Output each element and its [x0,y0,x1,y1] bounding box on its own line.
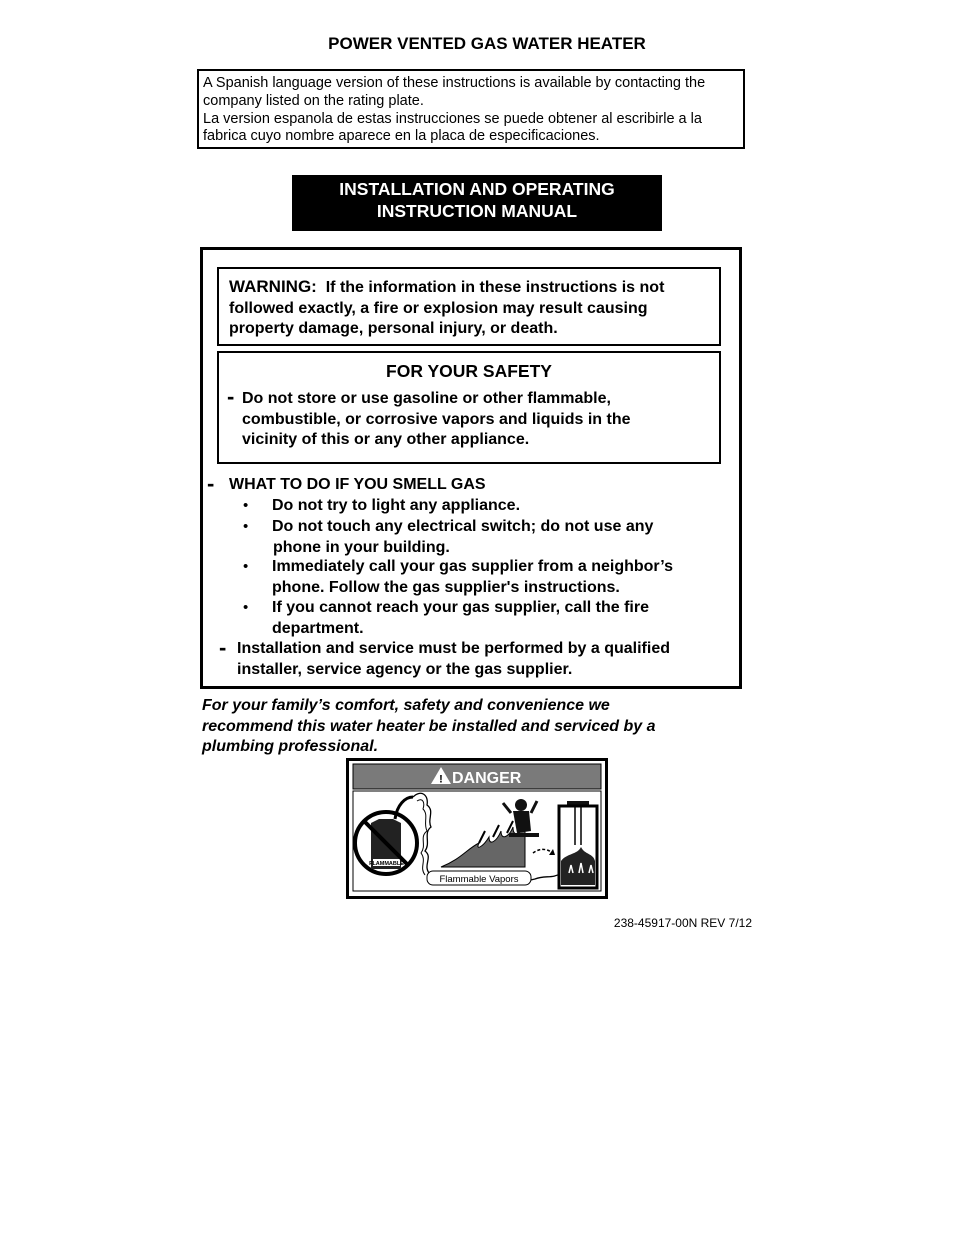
bullet-line: department. [272,619,364,637]
bullet-marker: • [243,518,249,535]
language-notice-line: company listed on the rating plate. [203,92,424,109]
warning-text-line: followed exactly, a fire or explosion may result causing [229,299,648,317]
safety-text-line: Do not store or use gasoline or other flammable, [242,390,611,407]
smell-gas-bullet [272,517,722,558]
installation-note [237,639,727,680]
bullet-marker: • [243,599,249,616]
danger-header-text: DANGER [452,770,522,787]
bullet-line: phone in your building. [273,538,450,556]
smell-gas-bullet [272,598,722,639]
for-your-safety-box [217,351,721,464]
installation-note-line: installer, service agency or the gas supplier. [237,660,573,678]
bullet-line: Immediately call your gas supplier from a neighbor’s [272,558,673,575]
dash-marker: - [219,635,227,660]
language-notice-line: La version espanola de estas instrucciones se puede obtener al escribirle a la [203,110,702,127]
safety-text [242,389,712,451]
manual-title-banner [292,175,662,231]
warning-text-line: property damage, personal injury, or death. [229,320,558,337]
bullet-line: If you cannot reach your gas supplier, call the fire [272,599,649,616]
warning-symbol: ! [439,773,443,786]
manual-title-line: INSTALLATION AND OPERATING [339,179,615,199]
bullet-marker: • [243,497,249,514]
family-recommendation-line: For your family’s comfort, safety and convenience we [202,697,610,714]
document-title: POWER VENTED GAS WATER HEATER [328,34,646,53]
manual-title-line: INSTRUCTION MANUAL [376,201,578,221]
language-notice-box [197,69,745,149]
family-recommendation [202,696,742,758]
water-heater-icon [559,801,597,888]
family-recommendation-line: plumbing professional. [202,738,379,755]
language-notice-line: A Spanish language version of these instructions is available by contacting the [203,75,706,91]
bullet-line: Do not touch any electrical switch; do not use any [272,518,654,535]
warning-label: WARNING: [229,277,317,296]
smell-gas-bullet [272,496,722,517]
flammable-can-label: FLAMMABLE [369,861,404,867]
safety-title: FOR YOUR SAFETY [386,361,552,381]
flammable-vapors-label: Flammable Vapors [439,874,519,885]
warning-text-line: If the information in these instructions is not [325,279,665,296]
smell-gas-bullet [272,557,722,598]
bullet-line: Do not try to light any appliance. [272,497,521,514]
installation-note-line: Installation and service must be performed by a qualified [237,640,670,657]
bullet-line: phone. Follow the gas supplier's instructions. [272,578,620,596]
warning-box [217,267,721,346]
document-revision-code: 238-45917-00N REV 7/12 [613,916,752,930]
smell-gas-heading: WHAT TO DO IF YOU SMELL GAS [229,476,486,493]
dash-marker: - [227,384,235,409]
family-recommendation-line: recommend this water heater be installed and serviced by a [202,717,656,735]
dash-marker: - [207,471,215,496]
bullet-marker: • [243,558,249,575]
safety-text-line: vicinity of this or any other appliance. [242,431,530,448]
danger-label-illustration [346,758,608,899]
danger-illustration-svg [349,761,605,896]
language-notice-line: fabrica cuyo nombre aparece en la placa de especificaciones. [203,128,600,145]
safety-text-line: combustible, or corrosive vapors and liquids in the [242,410,631,428]
